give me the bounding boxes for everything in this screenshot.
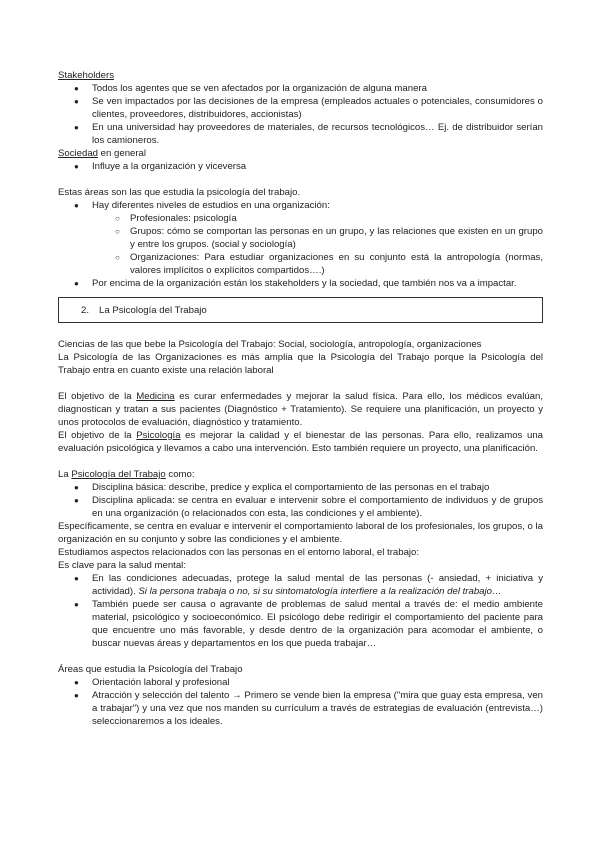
niveles-list — [58, 199, 543, 290]
areas-list — [58, 676, 543, 728]
salud-list — [58, 572, 543, 650]
list-item: ● En una universidad hay proveedores de materiales, de recursos tecnológicos… Ej. de distribuidor serían los camioneros. — [58, 121, 543, 147]
text-span: como: — [165, 469, 195, 480]
list-item: ● Todos los agentes que se ven afectados por la organización de alguna manera — [58, 82, 543, 95]
list-item — [58, 572, 543, 598]
italic-text: Si la persona trabaja o no, si su sintomatología interfiere a la realización del trabajo… — [138, 586, 502, 597]
psicologia-trabajo-title: Psicología del Trabajo — [71, 469, 166, 480]
areas-heading: Áreas que estudia la Psicología del Trabajo — [58, 664, 243, 675]
stakeholders-heading: Stakeholders — [58, 70, 114, 81]
sociedad-list — [58, 160, 543, 173]
medicina-link: Medicina — [136, 391, 175, 402]
document-page — [58, 69, 543, 728]
section-heading-box — [58, 297, 543, 323]
section-title: La Psicología del Trabajo — [99, 304, 207, 316]
text-span: El objetivo de la — [58, 430, 137, 441]
section-number: 2. — [81, 304, 90, 316]
list-item: ● Disciplina aplicada: se centra en evaluar e intervenir sobre el comportamiento de individuos y de grupos en una organización (o relacionados con esta, las condiciones y el ambiente). — [58, 494, 543, 520]
list-item: ● También puede ser causa o agravante de problemas de salud mental a través de: el medio ambiente material, psicológico y socioeconómico. El psicólogo debe redirigir el comportamiento del paciente para que encuentre uno más favorable, y desde dentro de la organización para acomodar el ambiente, o buscar nuevas áreas y departamentos en los que pueda trabajar… — [58, 598, 543, 650]
list-item: ● Hay diferentes niveles de estudios en una organización: — [58, 199, 543, 212]
paragraph-medicina — [58, 390, 543, 429]
paragraph-especificamente: Específicamente, se centra en evaluar e intervenir el comportamiento laboral de los profesionales, los grupos, o la organización en su conjunto y sobre las condiciones y el ambiente. — [58, 521, 543, 545]
psicologia-trabajo-heading — [58, 468, 543, 481]
paragraph-clave: Es clave para la salud mental: — [58, 560, 186, 571]
text-span: La — [58, 469, 72, 480]
stakeholders-list — [58, 82, 543, 147]
disciplina-list — [58, 481, 543, 520]
sociedad-heading — [58, 147, 543, 160]
areas-intro: Estas áreas son las que estudia la psicología del trabajo. — [58, 187, 301, 198]
psicologia-link: Psicología — [136, 430, 181, 441]
text-span: El objetivo de la — [58, 391, 137, 402]
list-item: ● Orientación laboral y profesional — [58, 676, 543, 689]
paragraph-organizaciones: La Psicología de las Organizaciones es más amplia que la Psicología del Trabajo porque la Psicología del Trabajo entra en cuanto existe una relación laboral — [58, 352, 543, 376]
paragraph-ciencias: Ciencias de las que bebe la Psicología del Trabajo: Social, sociología, antropología, organizaciones — [58, 339, 482, 350]
sub-list-item: ○ Grupos: cómo se comportan las personas en un grupo, y las relaciones que existen en un grupo y entre los grupos. (social y sociología) — [58, 225, 543, 251]
list-item: ● Influye a la organización y viceversa — [58, 160, 543, 173]
list-item: ● Atracción y selección del talento → Primero se vende bien la empresa ("mira que guay esta empresa, ven a trabajar") y una vez que nos manden su currículum a través de estrategias de evaluación (entrevista…) seleccionaremos a los ideales. — [58, 689, 543, 728]
sub-list-item: ○ Profesionales: psicología — [58, 212, 543, 225]
text-span: es mejorar la calidad y el bienestar de las personas. Para ello, realizamos una evaluación psicológica y llevamos a cabo una intervención. Esto también requiere un proyecto, una planificación. — [58, 430, 543, 454]
sub-list-item: ○ Organizaciones: Para estudiar organizaciones en su conjunto está la antropología (normas, valores implícitos o explícitos compartidos….) — [58, 251, 543, 277]
paragraph-psicologia — [58, 429, 543, 455]
sociedad-title-rest: en general — [98, 148, 147, 159]
sociedad-title: Sociedad — [58, 148, 99, 159]
list-item: ● Se ven impactados por las decisiones de la empresa (empleados actuales o potenciales, consumidores o clientes, proveedores, distribuidores, accionistas) — [58, 95, 543, 121]
list-item: ● Por encima de la organización están los stakeholders y la sociedad, que también nos va a impactar. — [58, 277, 543, 290]
paragraph-estudiamos: Estudiamos aspectos relacionados con las personas en el entorno laboral, el trabajo: — [58, 547, 420, 558]
text-span: es curar enfermedades y mejorar la salud física. Para ello, los médicos evalúan, diagnostican y tratan a sus pacientes (Diagnóstico + Tratamiento). Se requiere una planificación, un proyecto y unos protocolos de evaluación, diagnóstico y tratamiento. — [58, 391, 544, 428]
list-item: ● Disciplina básica: describe, predice y explica el comportamiento de las personas en el trabajo — [58, 481, 543, 494]
text-span: En las condiciones adecuadas, protege la salud mental de las personas (- ansiedad, + iniciativa y actividad). — [92, 573, 543, 597]
